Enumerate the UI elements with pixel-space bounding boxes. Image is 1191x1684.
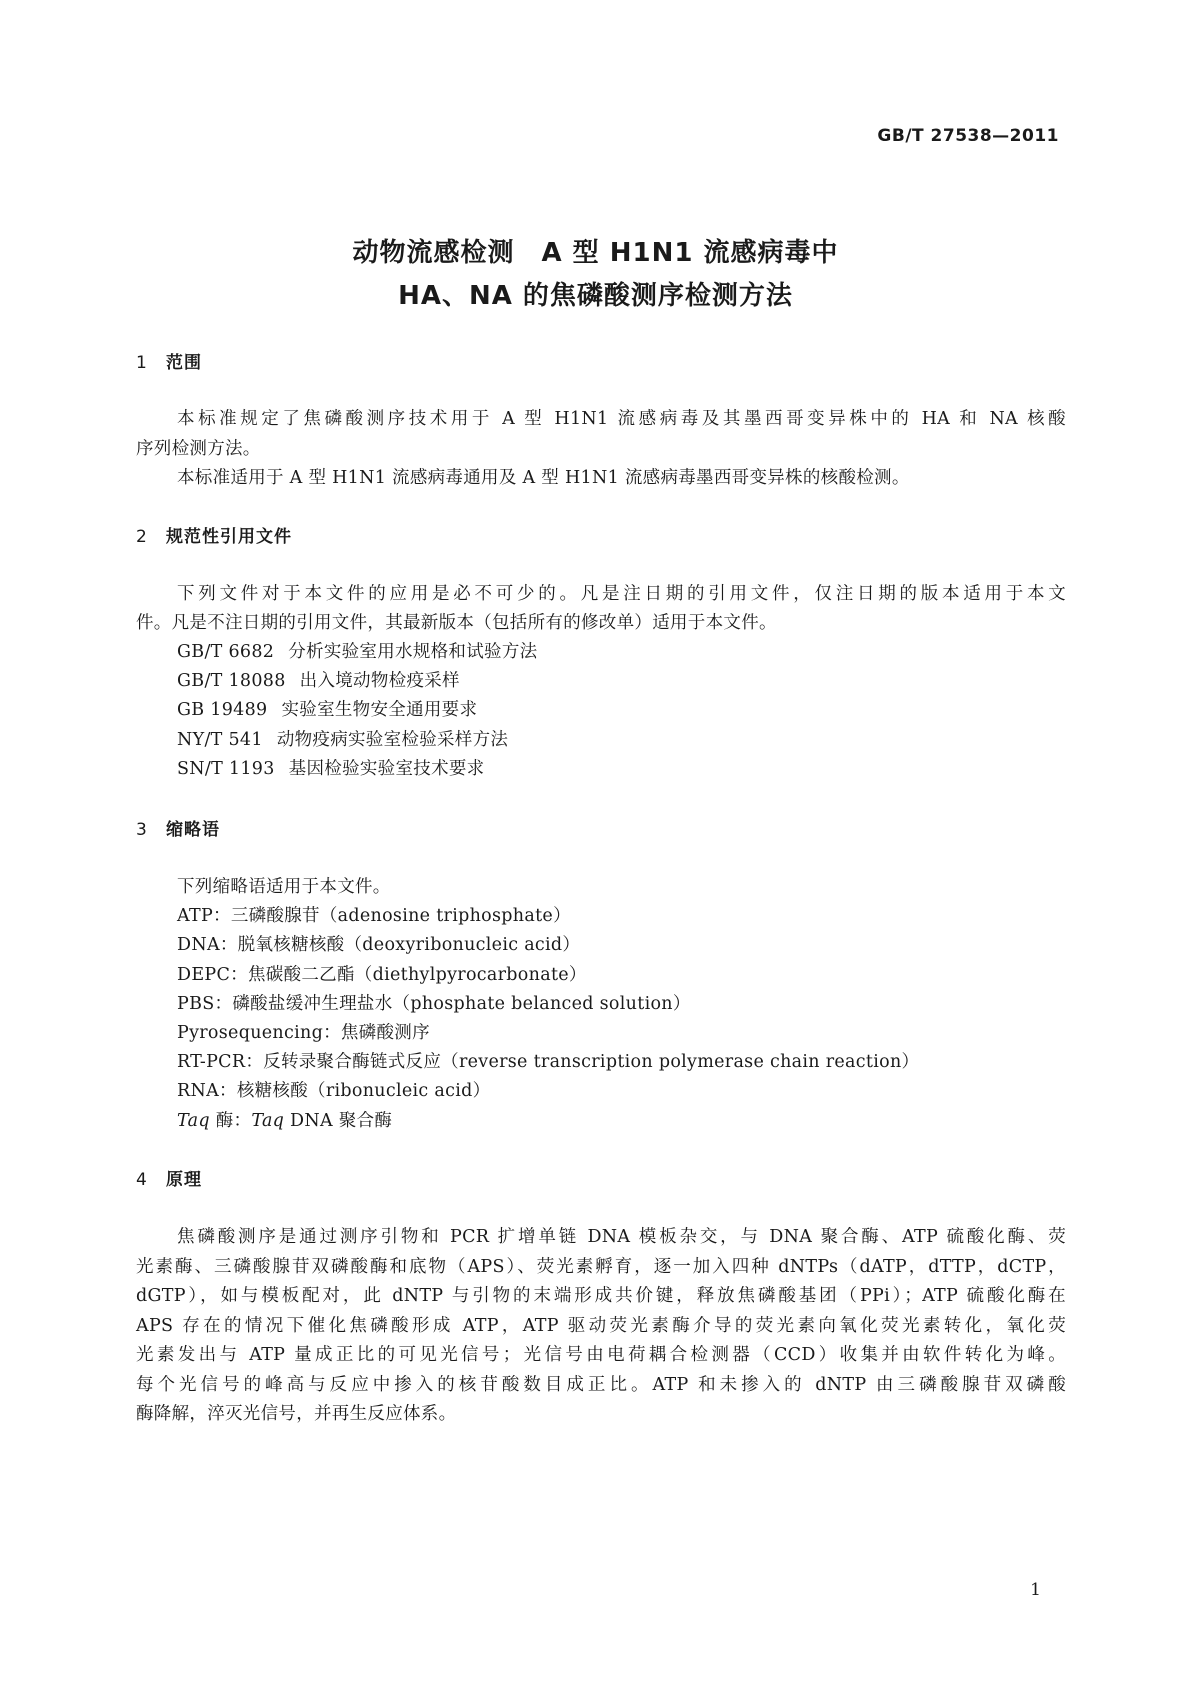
reference-item	[177, 696, 1066, 721]
reference-item	[177, 755, 1066, 780]
paragraph-line: 本标准适用于 A 型 H1N1 流感病毒通用及 A 型 H1N1 流感病毒墨西哥变异株的核酸检测。	[177, 468, 910, 488]
paragraph-line: 序列检测方法。	[136, 439, 261, 459]
paragraph-line: 每个光信号的峰高与反应中掺入的核苷酸数目成正比。ATP 和未掺入的 dNTP 由三磷酸腺苷双磷酸	[136, 1375, 1066, 1395]
paragraph-line: 光素酶、三磷酸腺苷双磷酸酶和底物（APS）、荧光素孵育，逐一加入四种 dNTPs（dATP，dTTP，dCTP，	[136, 1257, 1066, 1277]
section-title: 缩略语	[166, 820, 220, 840]
section-heading-normative-references	[136, 522, 292, 547]
taq-italic: Taq	[177, 1111, 210, 1131]
reference-item	[177, 726, 1066, 751]
document-title-line-2: HA、NA 的焦磷酸测序检测方法	[398, 281, 793, 311]
paragraph-line: 光素发出与 ATP 量成正比的可见光信号；光信号由电荷耦合检测器（CCD）收集并由软件转化为峰。	[136, 1345, 1066, 1365]
document-title-line-1: 动物流感检测 A 型 H1N1 流感病毒中	[352, 238, 839, 268]
abbreviation-item: DEPC：焦碳酸二乙酯（diethylpyrocarbonate）	[177, 965, 587, 985]
taq-text: 酶：	[209, 1111, 252, 1131]
taq-italic: Taq	[251, 1111, 285, 1131]
abbreviation-item: ATP：三磷酸腺苷（adenosine triphosphate）	[177, 906, 571, 926]
section-number: 3	[136, 820, 148, 840]
section-number: 4	[136, 1170, 148, 1190]
reference-title: 出入境动物检疫采样	[299, 671, 460, 691]
paragraph-line: 酶降解，淬灭光信号，并再生反应体系。	[136, 1404, 457, 1424]
section-heading-principle	[136, 1165, 202, 1190]
page-number: 1	[1030, 1580, 1041, 1600]
paragraph-line: 件。凡是不注日期的引用文件，其最新版本（包括所有的修改单）适用于本文件。	[136, 613, 777, 633]
standard-number: GB/T 27538—2011	[877, 126, 1059, 146]
reference-code: GB/T 6682	[177, 642, 275, 662]
section-heading-abbreviations	[136, 815, 220, 840]
abbreviation-item: RNA：核糖核酸（ribonucleic acid）	[177, 1081, 491, 1101]
section-number: 1	[136, 353, 148, 373]
reference-item	[177, 638, 1066, 663]
paragraph-line: 下列文件对于本文件的应用是必不可少的。凡是注日期的引用文件，仅注日期的版本适用于本文	[177, 584, 1066, 604]
section-number: 2	[136, 527, 148, 547]
abbreviation-item: DNA：脱氧核糖核酸（deoxyribonucleic acid）	[177, 935, 581, 955]
reference-title: 实验室生物安全通用要求	[281, 700, 478, 720]
abbreviation-item	[177, 1107, 1066, 1132]
abbreviation-item: PBS：磷酸盐缓冲生理盐水（phosphate belanced solution）	[177, 994, 691, 1014]
abbreviation-item: RT-PCR：反转录聚合酶链式反应（reverse transcription polymerase chain reaction）	[177, 1052, 920, 1072]
paragraph-line: APS 存在的情况下催化焦磷酸形成 ATP，ATP 驱动荧光素酶介导的荧光素向氧化荧光素转化，氧化荧	[136, 1316, 1066, 1336]
section-title: 范围	[166, 353, 202, 373]
reference-code: SN/T 1193	[177, 759, 275, 779]
paragraph-line: 焦磷酸测序是通过测序引物和 PCR 扩增单链 DNA 模板杂交，与 DNA 聚合酶、ATP 硫酸化酶、荧	[177, 1227, 1066, 1247]
abbreviation-item: Pyrosequencing：焦磷酸测序	[177, 1023, 430, 1043]
section-title: 原理	[166, 1170, 202, 1190]
paragraph-line: 下列缩略语适用于本文件。	[177, 877, 391, 897]
reference-item	[177, 667, 1066, 692]
reference-title: 基因检验实验室技术要求	[288, 759, 485, 779]
taq-text: DNA 聚合酶	[284, 1111, 393, 1131]
reference-title: 分析实验室用水规格和试验方法	[288, 642, 538, 662]
paragraph-line: dGTP），如与模板配对，此 dNTP 与引物的末端形成共价键，释放焦磷酸基团（PPi）；ATP 硫酸化酶在	[136, 1286, 1066, 1306]
paragraph-line: 本标准规定了焦磷酸测序技术用于 A 型 H1N1 流感病毒及其墨西哥变异株中的 HA 和 NA 核酸	[177, 409, 1066, 429]
section-title: 规范性引用文件	[166, 527, 292, 547]
reference-title: 动物疫病实验室检验采样方法	[276, 730, 509, 750]
reference-code: GB 19489	[177, 700, 268, 720]
reference-code: GB/T 18088	[177, 671, 286, 691]
reference-code: NY/T 541	[177, 730, 263, 750]
section-heading-scope	[136, 348, 202, 373]
